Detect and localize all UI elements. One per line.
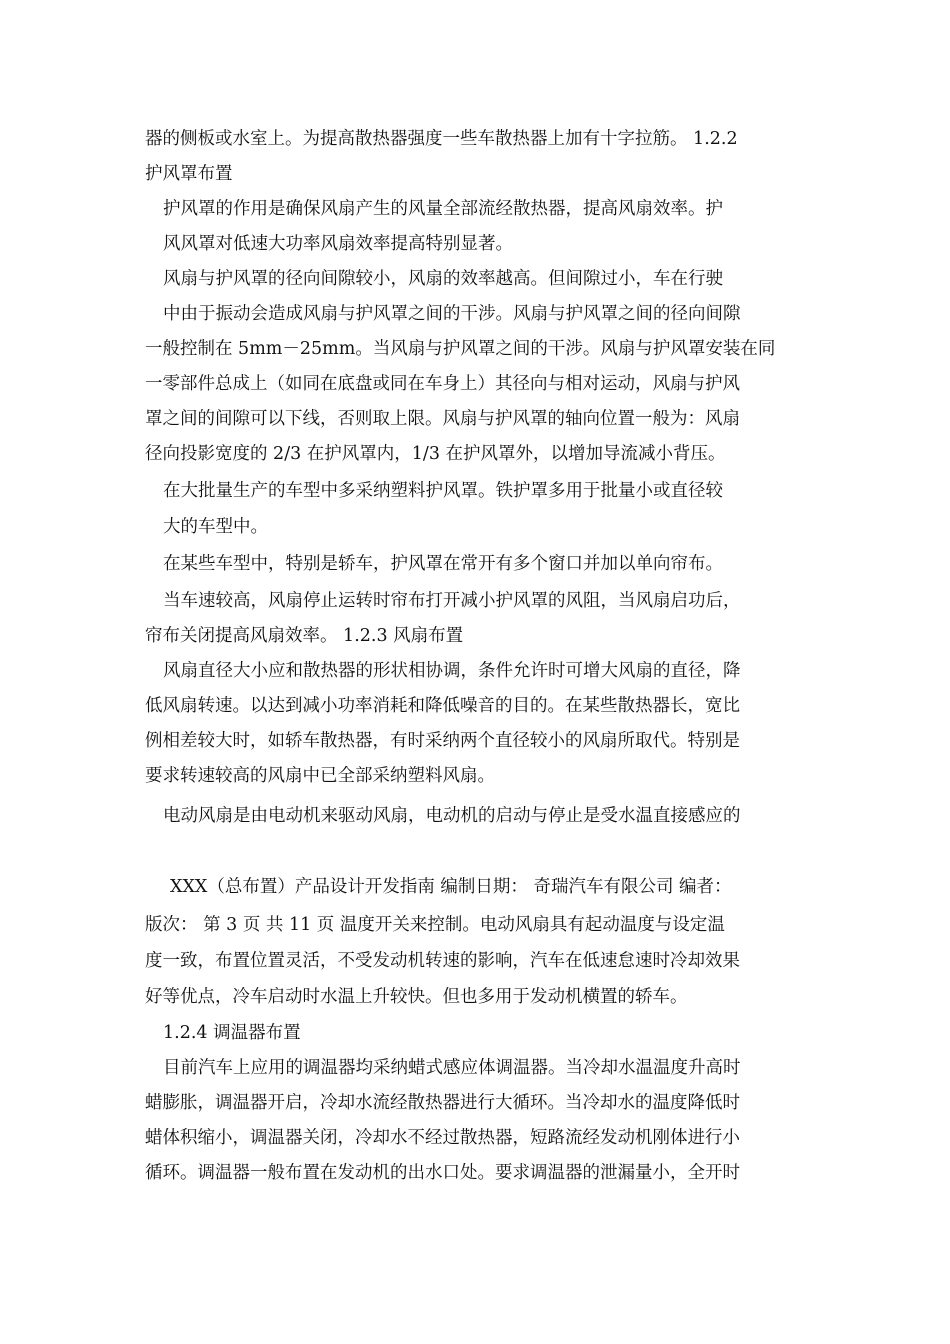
- text-line: 一般控制在 5mm－25mm。当风扇与护风罩之间的干涉。风扇与护风罩安装在同: [145, 339, 776, 359]
- text-line: 一零部件总成上（如同在底盘或同在车身上）其径向与相对运动，风扇与护风: [145, 374, 740, 394]
- text-line: 中由于振动会造成风扇与护风罩之间的干涉。风扇与护风罩之间的径向间隙: [163, 304, 741, 324]
- text-line: 护风罩布置: [145, 164, 233, 184]
- text-line: 风扇直径大小应和散热器的形状相协调，条件允许时可增大风扇的直径，降: [163, 661, 741, 681]
- text-line: 循环。调温器一般布置在发动机的出水口处。要求调温器的泄漏量小，全开时: [145, 1163, 740, 1183]
- text-line: 罩之间的间隙可以下线，否则取上限。风扇与护风罩的轴向位置一般为：风扇: [145, 409, 740, 429]
- text-line: 护风罩的作用是确保风扇产生的风量全部流经散热器，提高风扇效率。护: [163, 199, 723, 219]
- text-line: 低风扇转速。以达到减小功率消耗和降低噪音的目的。在某些散热器长，宽比: [145, 696, 740, 716]
- text-line: 大的车型中。: [163, 517, 268, 537]
- text-line: 帘布关闭提高风扇效率。 1.2.3 风扇布置: [145, 626, 464, 646]
- text-line: 好等优点，冷车启动时水温上升较快。但也多用于发动机横置的轿车。: [145, 987, 688, 1007]
- text-line: 目前汽车上应用的调温器均采纳蜡式感应体调温器。当冷却水温温度升高时: [163, 1058, 741, 1078]
- text-line: 风扇与护风罩的径向间隙较小，风扇的效率越高。但间隙过小，车在行驶: [163, 269, 723, 289]
- text-line: 径向投影宽度的 2/3 在护风罩内，1/3 在护风罩外，以增加导流减小背压。: [145, 444, 726, 464]
- text-line: XXX（总布置）产品设计开发指南 编制日期： 奇瑞汽车有限公司 编者：: [170, 877, 732, 897]
- text-line: 当车速较高，风扇停止运转时帘布打开减小护风罩的风阻，当风扇启功后，: [163, 591, 741, 611]
- text-line: 蜡膨胀，调温器开启，冷却水流经散热器进行大循环。当冷却水的温度降低时: [145, 1093, 740, 1113]
- text-line: 例相差较大时，如轿车散热器，有时采纳两个直径较小的风扇所取代。特别是: [145, 731, 740, 751]
- text-line: 要求转速较高的风扇中已全部采纳塑料风扇。: [145, 766, 495, 786]
- text-line: 在大批量生产的车型中多采纳塑料护风罩。铁护罩多用于批量小或直径较: [163, 481, 723, 501]
- text-line: 风风罩对低速大功率风扇效率提高特别显著。: [163, 234, 513, 254]
- text-line: 电动风扇是由电动机来驱动风扇，电动机的启动与停止是受水温直接感应的: [163, 806, 741, 826]
- text-line: 蜡体积缩小，调温器关闭，冷却水不经过散热器，短路流经发动机刚体进行小: [145, 1128, 740, 1148]
- section-heading: 1.2.4 调温器布置: [163, 1023, 301, 1043]
- text-line: 度一致，布置位置灵活，不受发动机转速的影响，汽车在低速怠速时冷却效果: [145, 951, 740, 971]
- text-line: 版次： 第 3 页 共 11 页 温度开关来控制。电动风扇具有起动温度与设定温: [145, 915, 725, 935]
- text-line: 在某些车型中，特别是轿车，护风罩在常开有多个窗口并加以单向帘布。: [163, 554, 723, 574]
- text-line: 器的侧板或水室上。为提高散热器强度一些车散热器上加有十字拉筋。 1.2.2: [145, 129, 738, 149]
